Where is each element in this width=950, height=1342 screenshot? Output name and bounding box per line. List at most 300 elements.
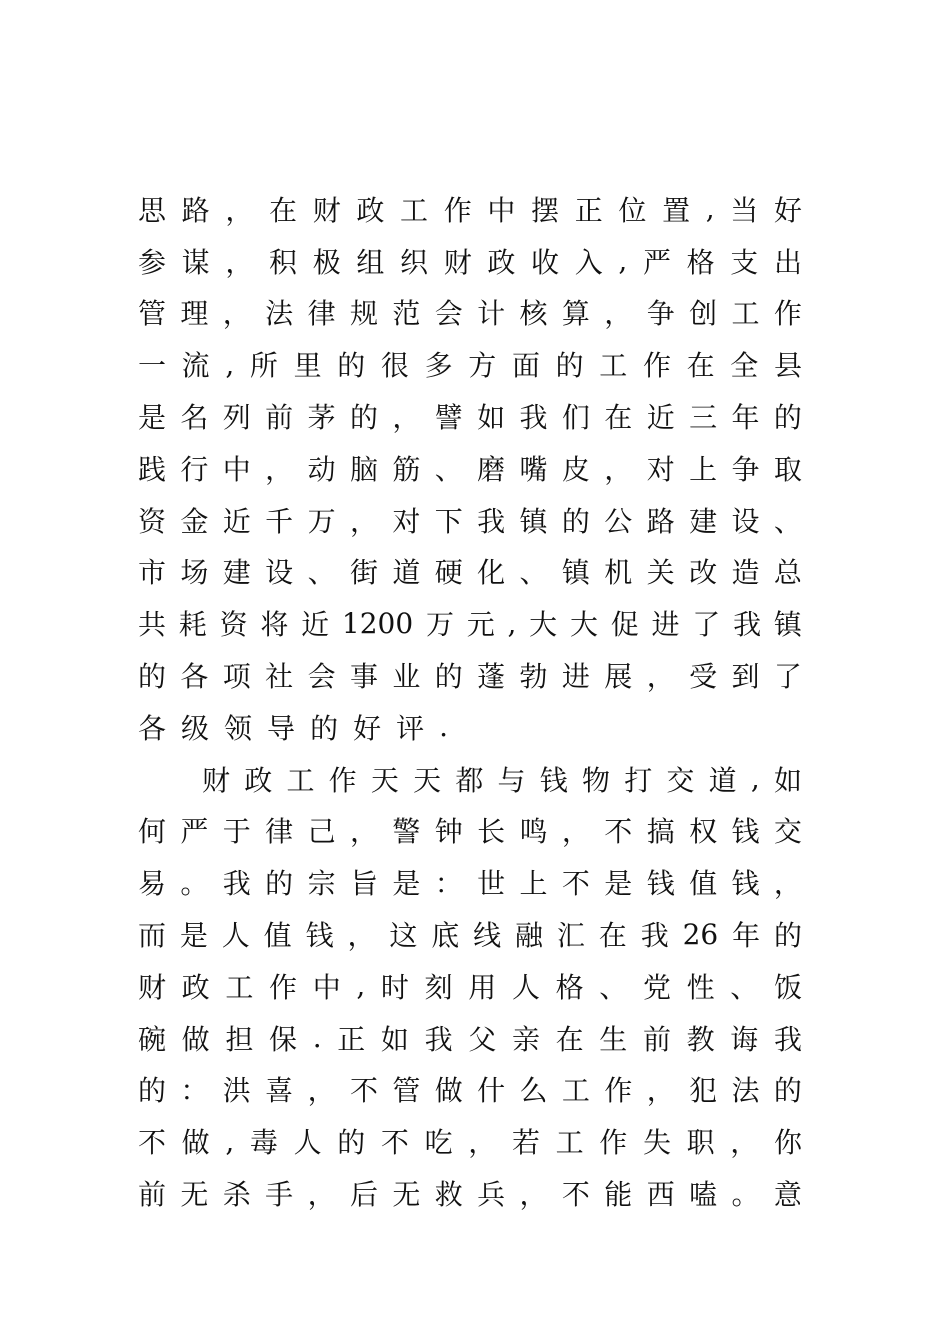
- text-token: 织: [400, 245, 429, 279]
- text-token: 若: [511, 1126, 540, 1160]
- text-token: 严: [642, 245, 671, 279]
- text-token: 洪: [222, 1074, 251, 1108]
- text-token: 会: [434, 297, 463, 331]
- text-token: 了: [773, 660, 802, 694]
- text-token: 项: [222, 660, 251, 694]
- text-token: 不: [604, 815, 633, 849]
- text-token: 做: [434, 1074, 463, 1108]
- text-token: 做: [181, 1126, 210, 1160]
- text-token: 用: [468, 970, 497, 1004]
- text-token: 的: [349, 401, 378, 435]
- text-token: 近: [222, 504, 251, 538]
- text-token: 对: [392, 504, 421, 538]
- text-line: [138, 494, 802, 546]
- text-line: [138, 908, 802, 960]
- text-line: [138, 1064, 802, 1116]
- text-token: ,: [705, 192, 715, 226]
- text-token: 所: [249, 349, 278, 383]
- text-token: 格: [686, 245, 715, 279]
- text-token: 的: [138, 660, 167, 694]
- text-token: 改: [689, 556, 718, 590]
- text-token: 谋: [181, 245, 210, 279]
- text-token: 作: [773, 297, 802, 331]
- text-token: 范: [392, 297, 421, 331]
- text-token: ，: [604, 297, 633, 331]
- text-token: 钱: [731, 867, 760, 901]
- text-token: 钱: [539, 763, 568, 797]
- text-token: 级: [181, 711, 210, 745]
- text-token: 万: [425, 608, 454, 642]
- text-token: 耗: [178, 608, 207, 642]
- text-token: 前: [642, 1022, 671, 1056]
- text-token: ，: [604, 452, 633, 486]
- text-token: 正: [337, 1022, 366, 1056]
- text-token: 不: [138, 1126, 167, 1160]
- text-token: 领: [224, 711, 253, 745]
- text-token: 工: [286, 763, 315, 797]
- text-line: [138, 546, 802, 598]
- text-token: ，: [646, 660, 675, 694]
- text-token: 事: [349, 660, 378, 694]
- text-token: 大: [569, 608, 598, 642]
- text-token: 行: [180, 452, 209, 486]
- text-token: ,: [750, 762, 760, 796]
- text-line: [138, 390, 802, 442]
- text-token: 进: [561, 660, 590, 694]
- text-token: 的: [265, 867, 294, 901]
- text-line: [138, 753, 802, 805]
- text-token: 的: [138, 1074, 167, 1108]
- text-token: 关: [646, 556, 675, 590]
- text-token: 导: [267, 711, 296, 745]
- text-token: 业: [392, 660, 421, 694]
- text-token: 杀: [222, 1178, 251, 1212]
- text-token: 理: [180, 297, 209, 331]
- text-token: 受: [689, 660, 718, 694]
- text-token: 不: [380, 1126, 409, 1160]
- text-token: 作: [604, 1074, 633, 1108]
- text-token: 作: [269, 970, 298, 1004]
- text-token: 千: [265, 504, 294, 538]
- text-token: 。: [180, 867, 209, 901]
- text-token: 世: [477, 867, 506, 901]
- text-token: 位: [618, 193, 647, 227]
- text-token: 都: [455, 763, 484, 797]
- text-token: 动: [307, 452, 336, 486]
- text-line: [138, 338, 802, 390]
- text-token: 的: [337, 1126, 366, 1160]
- text-token: 己: [307, 815, 336, 849]
- text-token: 饭: [773, 970, 802, 1004]
- text-token: 机: [604, 556, 633, 590]
- text-token: 的: [337, 349, 366, 383]
- text-token: 保: [269, 1022, 298, 1056]
- text-token: 年: [732, 919, 761, 953]
- text-token: 工: [731, 297, 760, 331]
- text-token: .: [312, 1021, 322, 1055]
- text-token: .: [439, 710, 449, 744]
- text-token: 上: [689, 452, 718, 486]
- text-token: 是: [179, 919, 208, 953]
- text-token: 的: [773, 401, 802, 435]
- text-token: 道: [708, 763, 737, 797]
- text-token: 线: [473, 919, 502, 953]
- text-token: 对: [646, 452, 675, 486]
- text-token: 一: [138, 349, 167, 383]
- text-token: 党: [642, 970, 671, 1004]
- text-token: 收: [531, 245, 560, 279]
- text-token: 钱: [731, 815, 760, 849]
- text-token: 镇: [519, 504, 548, 538]
- text-token: 展: [604, 660, 633, 694]
- text-token: 设: [265, 556, 294, 590]
- text-token: 当: [730, 193, 759, 227]
- text-token: 三: [689, 401, 718, 435]
- text-token: 镇: [561, 556, 590, 590]
- text-token: 争: [646, 297, 675, 331]
- text-token: 钟: [434, 815, 463, 849]
- text-token: 诲: [730, 1022, 759, 1056]
- text-token: ，: [730, 1126, 759, 1160]
- text-token: 资: [219, 608, 248, 642]
- text-token: 创: [689, 297, 718, 331]
- text-token: 勃: [519, 660, 548, 694]
- text-token: 中: [312, 970, 341, 1004]
- text-token: 硬: [434, 556, 463, 590]
- text-token: 而: [138, 919, 167, 953]
- text-token: 磨: [477, 452, 506, 486]
- text-token: 嘴: [519, 452, 548, 486]
- text-line: [138, 960, 802, 1012]
- text-token: 里: [293, 349, 322, 383]
- text-token: 刻: [424, 970, 453, 1004]
- text-line: [138, 287, 802, 339]
- text-token: 譬: [434, 401, 463, 435]
- text-token: 政: [244, 763, 273, 797]
- text-token: 工: [561, 1074, 590, 1108]
- text-token: 镇: [773, 608, 802, 642]
- text-token: 。: [731, 1178, 760, 1212]
- text-token: 在: [555, 1022, 584, 1056]
- text-line: [138, 442, 802, 494]
- text-token: 全: [730, 349, 759, 383]
- text-token: 搞: [646, 815, 675, 849]
- text-token: 市: [138, 556, 167, 590]
- text-token: 置: [662, 193, 691, 227]
- text-token: 在: [686, 349, 715, 383]
- text-token: 父: [468, 1022, 497, 1056]
- text-token: ，: [773, 867, 802, 901]
- text-token: 我: [773, 1022, 802, 1056]
- text-token: ，: [307, 1178, 336, 1212]
- text-token: ，: [519, 1178, 548, 1212]
- text-token: 设: [731, 504, 760, 538]
- text-token: 评: [396, 711, 425, 745]
- text-token: 名: [180, 401, 209, 435]
- text-token: 好: [773, 193, 802, 227]
- text-token: 格: [555, 970, 584, 1004]
- text-token: 作: [328, 763, 357, 797]
- text-token: 权: [689, 815, 718, 849]
- text-line: [138, 805, 802, 857]
- text-token: 钱: [305, 919, 334, 953]
- text-token: 如: [773, 763, 802, 797]
- text-token: 前: [265, 401, 294, 435]
- text-token: 近: [301, 608, 330, 642]
- text-token: 的: [773, 919, 802, 953]
- text-token: 我: [477, 504, 506, 538]
- text-token: 么: [519, 1074, 548, 1108]
- text-token: 建: [222, 556, 251, 590]
- text-token: 律: [307, 297, 336, 331]
- text-token: 支: [730, 245, 759, 279]
- text-token: 场: [180, 556, 209, 590]
- text-token: 蓬: [477, 660, 506, 694]
- text-token: 县: [773, 349, 802, 383]
- text-token: 我: [640, 919, 669, 953]
- text-token: 我: [519, 401, 548, 435]
- text-token: 中: [222, 452, 251, 486]
- text-token: ,: [356, 969, 366, 1003]
- text-line: [138, 649, 802, 701]
- text-token: ,: [225, 1124, 235, 1158]
- text-token: 兵: [477, 1178, 506, 1212]
- text-token: 、: [730, 970, 759, 1004]
- text-token: 筋: [392, 452, 421, 486]
- text-line: [138, 1115, 802, 1167]
- text-token: 长: [477, 815, 506, 849]
- text-token: 、: [519, 556, 548, 590]
- text-token: 我: [222, 867, 251, 901]
- text-token: ，: [307, 1074, 336, 1108]
- text-token: ，: [392, 401, 421, 435]
- text-token: 会: [307, 660, 336, 694]
- text-token: 天: [370, 763, 399, 797]
- text-token: 失: [642, 1126, 671, 1160]
- text-token: 人: [293, 1126, 322, 1160]
- text-token: 规: [349, 297, 378, 331]
- text-token: 财: [312, 193, 341, 227]
- text-line: [138, 856, 802, 908]
- text-token: 财: [202, 763, 231, 797]
- text-token: 路: [646, 504, 675, 538]
- text-token: 正: [574, 193, 603, 227]
- text-token: 如: [477, 401, 506, 435]
- text-token: 旨: [349, 867, 378, 901]
- text-token: 的: [310, 711, 339, 745]
- text-token: 促: [610, 608, 639, 642]
- text-token: 积: [269, 245, 298, 279]
- text-token: 计: [477, 297, 506, 331]
- paragraph-2: [138, 753, 802, 1219]
- text-token: 我: [424, 1022, 453, 1056]
- text-token: 律: [265, 815, 294, 849]
- text-token: 不: [561, 867, 590, 901]
- text-token: 工: [599, 349, 628, 383]
- text-token: 26: [682, 917, 719, 951]
- text-token: 值: [689, 867, 718, 901]
- text-token: ，: [646, 1074, 675, 1108]
- text-token: 极: [312, 245, 341, 279]
- text-token: 好: [353, 711, 382, 745]
- text-token: 值: [263, 919, 292, 953]
- text-token: 吃: [424, 1126, 453, 1160]
- text-token: 打: [624, 763, 653, 797]
- text-token: 金: [180, 504, 209, 538]
- text-token: 到: [731, 660, 760, 694]
- text-token: 易: [138, 867, 167, 901]
- text-token: 你: [773, 1126, 802, 1160]
- text-token: 人: [221, 919, 250, 953]
- text-token: 、: [773, 504, 802, 538]
- text-token: 道: [392, 556, 421, 590]
- text-token: 嗑: [689, 1178, 718, 1212]
- text-token: 造: [731, 556, 760, 590]
- text-token: ，: [349, 504, 378, 538]
- text-token: 碗: [138, 1022, 167, 1056]
- text-token: ，: [225, 245, 254, 279]
- text-token: 践: [138, 452, 167, 486]
- text-token: 喜: [265, 1074, 294, 1108]
- text-token: 作: [443, 193, 472, 227]
- text-token: 年: [731, 401, 760, 435]
- text-token: 进: [651, 608, 680, 642]
- text-token: 政: [181, 970, 210, 1004]
- text-token: 交: [666, 763, 695, 797]
- text-token: 人: [511, 970, 540, 1004]
- text-token: 近: [646, 401, 675, 435]
- text-token: 工: [400, 193, 429, 227]
- text-line: [138, 1012, 802, 1064]
- paragraph-1: [138, 183, 802, 753]
- text-token: 是: [138, 401, 167, 435]
- text-token: ,: [225, 347, 235, 381]
- text-token: 各: [138, 711, 167, 745]
- text-token: 毒: [249, 1126, 278, 1160]
- text-token: 思: [138, 193, 167, 227]
- text-token: 算: [561, 297, 590, 331]
- text-token: 亲: [511, 1022, 540, 1056]
- text-token: 是: [392, 867, 421, 901]
- text-token: 茅: [307, 401, 336, 435]
- text-line: [138, 1167, 802, 1219]
- text-token: 资: [138, 504, 167, 538]
- text-token: 元: [466, 608, 495, 642]
- text-token: 核: [519, 297, 548, 331]
- text-token: 手: [265, 1178, 294, 1212]
- text-token: 生: [599, 1022, 628, 1056]
- text-token: 1200: [341, 606, 414, 640]
- text-token: 性: [686, 970, 715, 1004]
- text-token: 后: [349, 1178, 378, 1212]
- text-token: 公: [604, 504, 633, 538]
- text-token: 各: [180, 660, 209, 694]
- text-token: 什: [477, 1074, 506, 1108]
- text-token: 管: [392, 1074, 421, 1108]
- text-token: 天: [413, 763, 442, 797]
- text-token: 财: [443, 245, 472, 279]
- text-token: 钱: [646, 867, 675, 901]
- text-token: 作: [599, 1126, 628, 1160]
- text-token: 方: [468, 349, 497, 383]
- text-token: 前: [138, 1178, 167, 1212]
- text-token: ,: [507, 606, 517, 640]
- text-token: 教: [686, 1022, 715, 1056]
- body-text: [138, 183, 802, 1219]
- text-token: 组: [356, 245, 385, 279]
- text-token: ，: [561, 815, 590, 849]
- text-token: ，: [349, 815, 378, 849]
- text-token: 共: [138, 608, 167, 642]
- text-token: 管: [138, 297, 167, 331]
- text-token: ：: [180, 1074, 209, 1108]
- text-token: 上: [519, 867, 548, 901]
- text-token: 工: [225, 970, 254, 1004]
- text-token: 流: [181, 349, 210, 383]
- text-token: 这: [389, 919, 418, 953]
- text-token: ，: [265, 452, 294, 486]
- text-token: 政: [356, 193, 385, 227]
- text-token: 面: [511, 349, 540, 383]
- text-token: 法: [265, 297, 294, 331]
- text-token: 做: [181, 1022, 210, 1056]
- text-token: 如: [380, 1022, 409, 1056]
- text-token: 汇: [556, 919, 585, 953]
- text-token: 的: [555, 349, 584, 383]
- text-token: 下: [434, 504, 463, 538]
- text-token: 能: [604, 1178, 633, 1212]
- text-token: 取: [773, 452, 802, 486]
- text-token: ，: [225, 193, 254, 227]
- text-token: 、: [434, 452, 463, 486]
- text-token: 在: [269, 193, 298, 227]
- text-token: 路: [181, 193, 210, 227]
- text-token: 警: [392, 815, 421, 849]
- text-token: 在: [604, 401, 633, 435]
- text-token: 街: [349, 556, 378, 590]
- text-token: 中: [487, 193, 516, 227]
- text-line: [138, 701, 802, 753]
- text-token: 参: [138, 245, 167, 279]
- text-token: 工: [555, 1126, 584, 1160]
- text-token: 不: [561, 1178, 590, 1212]
- text-token: 底: [431, 919, 460, 953]
- text-token: ：: [434, 867, 463, 901]
- text-token: 争: [731, 452, 760, 486]
- text-token: 万: [307, 504, 336, 538]
- text-token: 很: [380, 349, 409, 383]
- text-token: 无: [180, 1178, 209, 1212]
- text-token: ，: [347, 919, 376, 953]
- text-token: 出: [773, 245, 802, 279]
- text-token: 作: [642, 349, 671, 383]
- text-token: 脑: [349, 452, 378, 486]
- text-token: 财: [138, 970, 167, 1004]
- text-token: 总: [773, 556, 802, 590]
- text-token: 犯: [689, 1074, 718, 1108]
- text-token: 西: [646, 1178, 675, 1212]
- text-token: 摆: [531, 193, 560, 227]
- text-token: 无: [392, 1178, 421, 1212]
- text-token: 融: [515, 919, 544, 953]
- text-token: 于: [222, 815, 251, 849]
- text-token: 担: [225, 1022, 254, 1056]
- text-token: 政: [487, 245, 516, 279]
- text-token: 是: [604, 867, 633, 901]
- text-token: 皮: [561, 452, 590, 486]
- text-token: 在: [598, 919, 627, 953]
- text-line: [138, 183, 802, 235]
